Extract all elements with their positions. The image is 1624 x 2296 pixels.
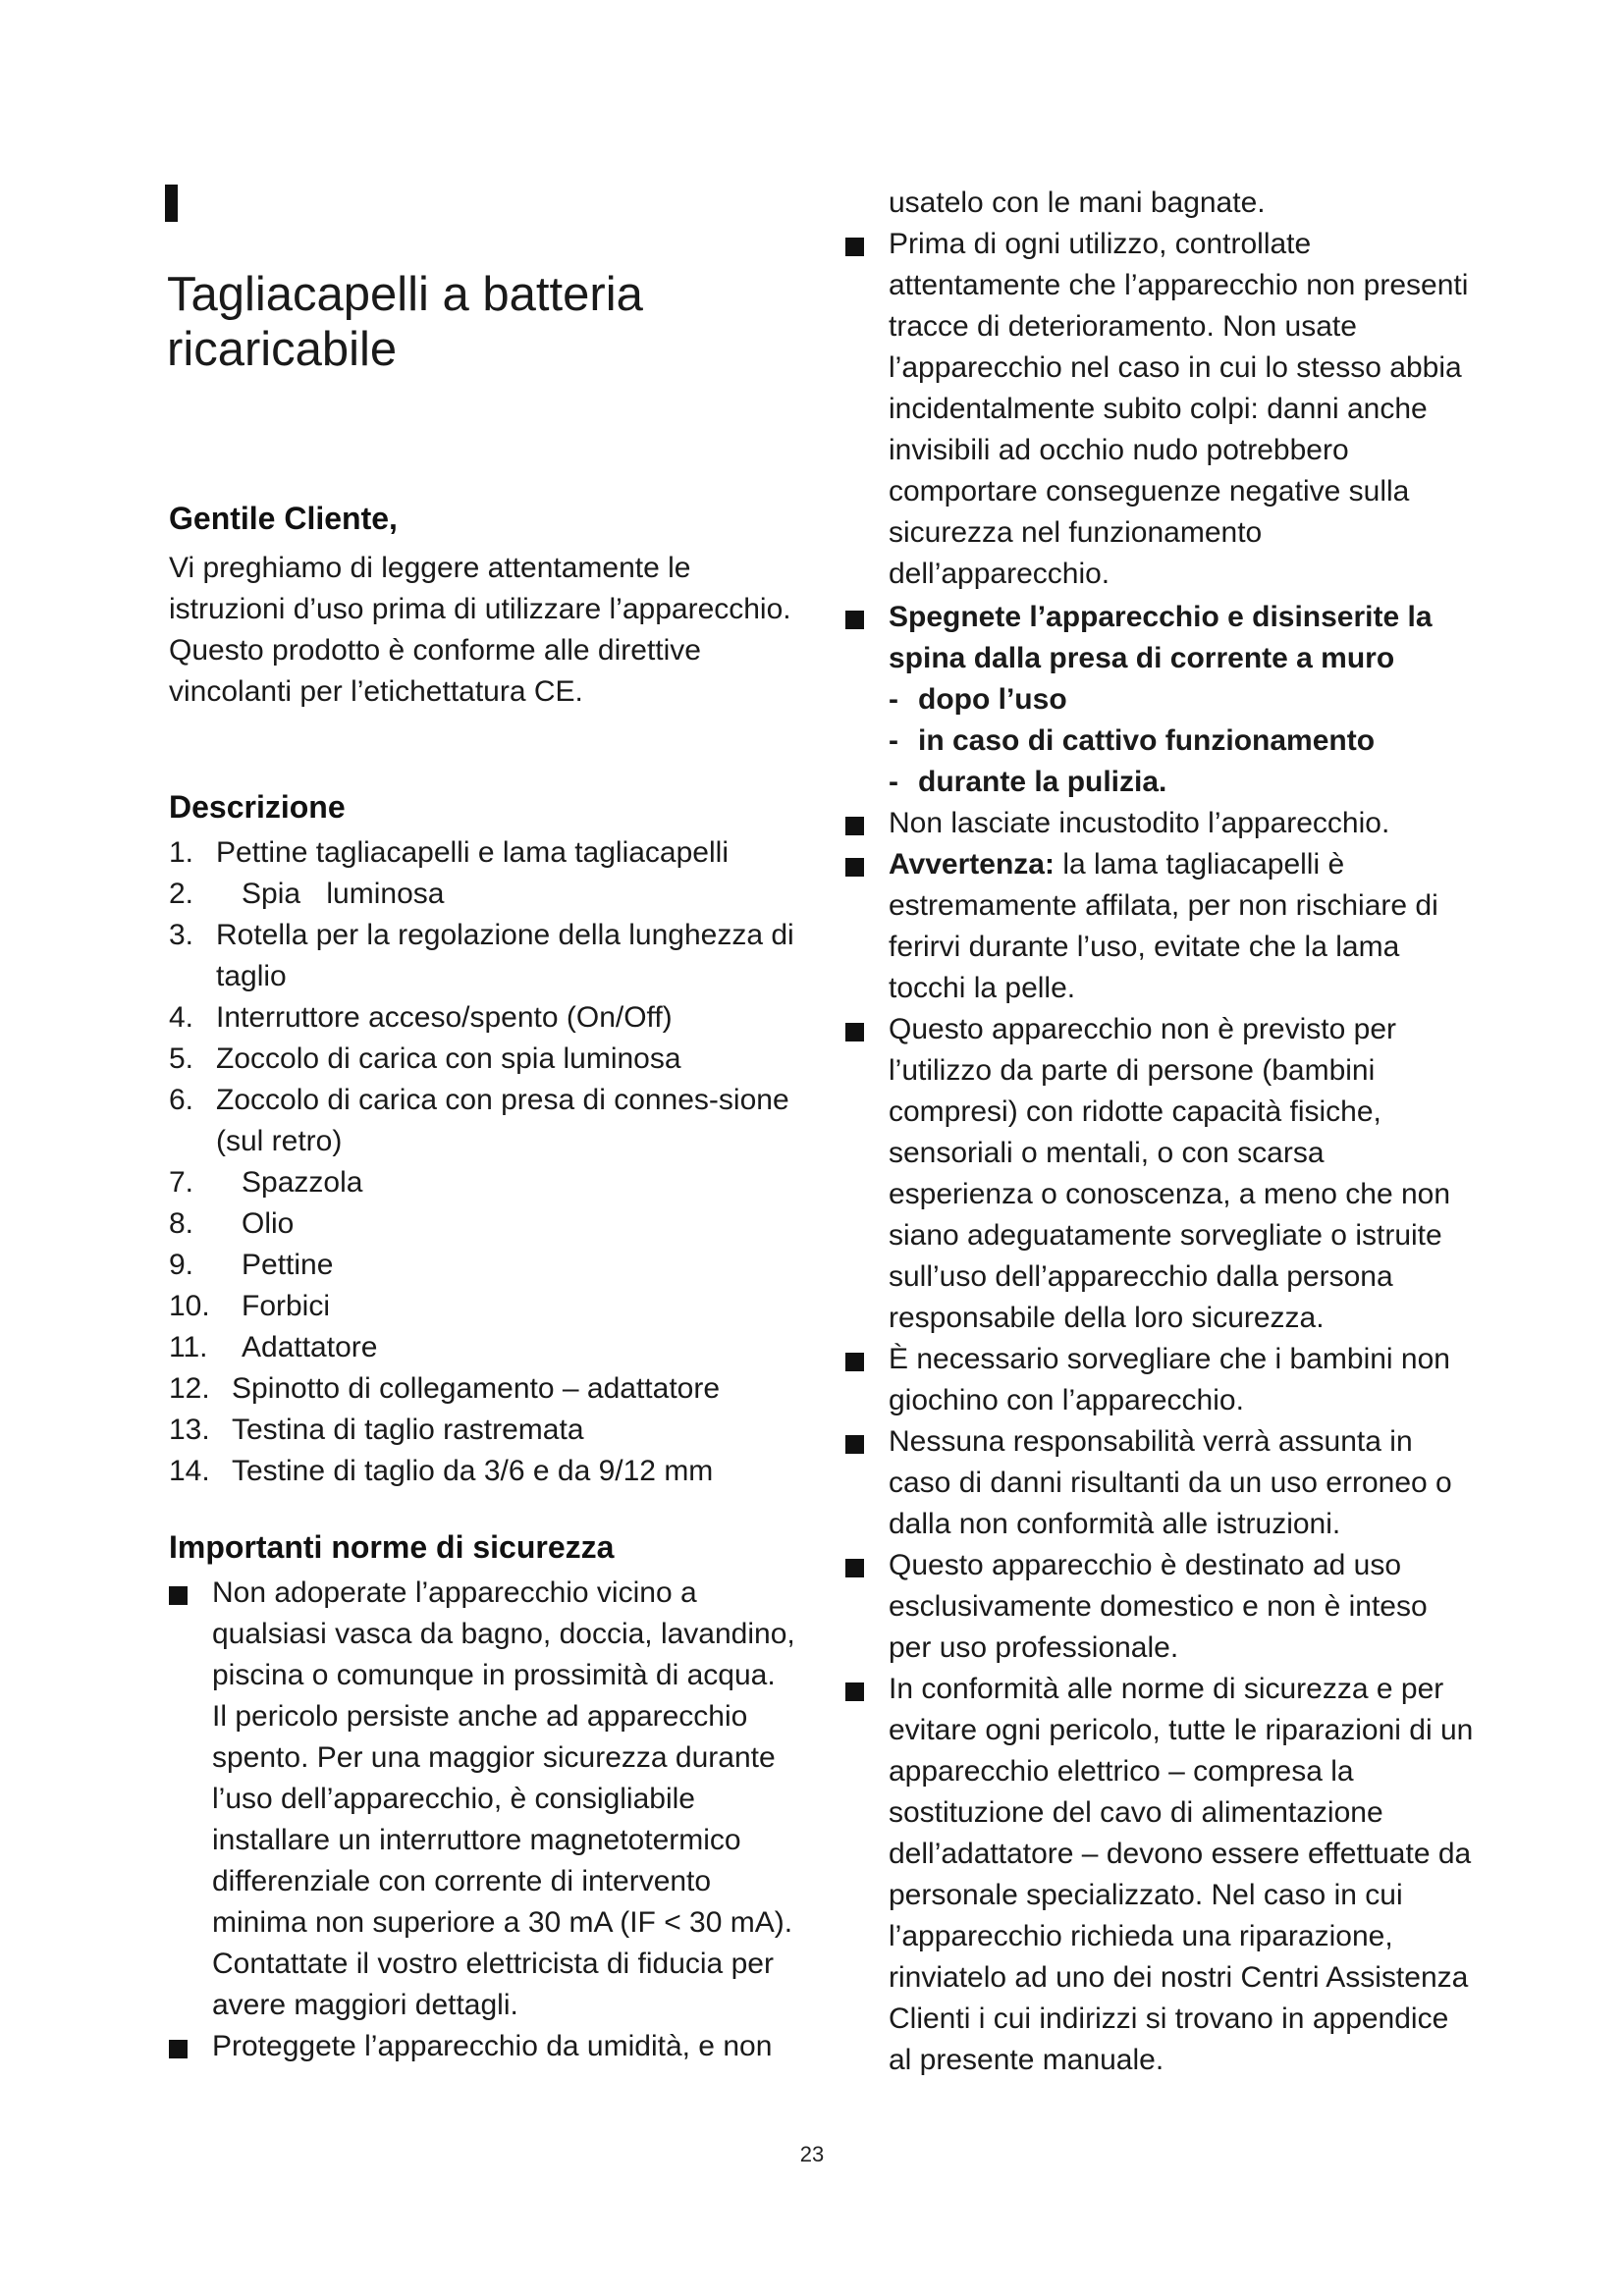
warning-label: Avvertenza: xyxy=(889,848,1055,881)
language-marker xyxy=(165,185,178,222)
list-item: 3. Rotella per la regolazione della lunghezza di taglio xyxy=(169,919,794,992)
list-item: 7. Spazzola xyxy=(169,1166,363,1199)
list-item: 6. Zoccolo di carica con presa di connes-sione (sul retro) xyxy=(169,1084,789,1157)
bullet-square-icon xyxy=(845,1435,864,1454)
page-title: Tagliacapelli a batteria ricaricabile xyxy=(167,268,643,376)
list-item: 1. Pettine tagliacapelli e lama tagliacapelli xyxy=(169,836,729,869)
sub-item: - in caso di cattivo funzionamento xyxy=(889,724,1376,757)
list-item: Questo apparecchio non è previsto per l’utilizzo da parte di persone (bambini compresi) con ridotte capacità fisiche, sensoriali o mentali, o con scarsa esperienza o conoscenza, a meno che non siano adeguatamente sorvegliate o istruite sull’uso dell’apparecchio dalla persona responsabile della loro sicurezza. xyxy=(845,1009,1474,1339)
continuation-text: usatelo con le mani bagnate. xyxy=(889,187,1266,219)
bullet-square-icon xyxy=(169,1586,188,1605)
list-item: 14. Testine di taglio da 3/6 e da 9/12 mm xyxy=(169,1455,714,1487)
list-item: Nessuna responsabilità verrà assunta in caso di danni risultanti da un uso erroneo o dalla non conformità alle istruzioni. xyxy=(845,1421,1474,1545)
list-item: Spegnete l’apparecchio e disinserite la spina dalla presa di corrente a muro - dopo l’uso - in caso di cattivo funzionamento - durante la pulizia. xyxy=(845,597,1474,803)
greeting-heading: Gentile Cliente, xyxy=(169,501,398,536)
list-item: Prima di ogni utilizzo, controllate attentamente che l’apparecchio non presenti tracce di deterioramento. Non usate l’apparecchio nel caso in cui lo stesso abbia incidentalmente subito colpi: danni anche invisibili ad occhio nudo potrebbero comportare conseguenze negative sulla sicurezza nel funzionamento dell’apparecchio. xyxy=(845,224,1474,595)
greeting-section xyxy=(169,499,797,713)
description-section xyxy=(169,787,797,1492)
list-item: 5. Zoccolo di carica con spia luminosa xyxy=(169,1042,681,1075)
bullet-square-icon xyxy=(845,1023,864,1041)
page-number: 23 xyxy=(799,2142,825,2166)
list-item: 4. Interruttore acceso/spento (On/Off) xyxy=(169,1001,673,1034)
description-heading: Descrizione xyxy=(169,789,346,825)
list-item: Avvertenza: la lama tagliacapelli è estremamente affilata, per non rischiare di ferirvi durante l’uso, evitate che la lama tocchi la pelle. xyxy=(845,844,1474,1009)
safety-section-left xyxy=(169,1527,797,2067)
safety-list-left xyxy=(169,1573,797,2067)
list-item: 11. Adattatore xyxy=(169,1331,378,1363)
list-item: Questo apparecchio è destinato ad uso esclusivamente domestico e non è inteso per uso professionale. xyxy=(845,1545,1474,1669)
list-item: 10. Forbici xyxy=(169,1290,331,1322)
list-item: 9. Pettine xyxy=(169,1249,334,1281)
list-item: Proteggete l’apparecchio da umidità, e non xyxy=(169,2026,797,2067)
greeting-paragraph-1: Vi preghiamo di leggere attentamente le istruzioni d’uso prima di utilizzare l’apparecchio. xyxy=(169,552,791,625)
list-item: 2. Spia luminosa xyxy=(169,878,445,910)
list-item: 8. Olio xyxy=(169,1207,295,1240)
safety-list-right xyxy=(845,224,1474,2081)
bullet-square-icon xyxy=(845,611,864,629)
safety-section-right xyxy=(845,183,1474,2081)
description-list xyxy=(169,832,797,1492)
safety-heading: Importanti norme di sicurezza xyxy=(169,1529,615,1565)
bullet-square-icon xyxy=(845,817,864,835)
list-item: Non adoperate l’apparecchio vicino a qualsiasi vasca da bagno, doccia, lavandino, piscina o comunque in prossimità di acqua. Il pericolo persiste anche ad apparecchio spento. Per una maggior sicurezza durante l’uso dell’apparecchio, è consigliabile installare un interruttore magnetotermico differenziale con corrente di intervento minima non superiore a 30 mA (IF < 30 mA). Contattate il vostro elettricista di fiducia per avere maggiori dettagli. xyxy=(169,1573,797,2026)
sub-item: - dopo l’uso xyxy=(889,683,1067,716)
list-item: 12. Spinotto di collegamento – adattatore xyxy=(169,1372,721,1405)
bullet-square-icon xyxy=(845,1559,864,1577)
sub-item: - durante la pulizia. xyxy=(889,766,1167,798)
bullet-square-icon xyxy=(845,1353,864,1371)
list-item: È necessario sorvegliare che i bambini non giochino con l’apparecchio. xyxy=(845,1339,1474,1421)
bullet-square-icon xyxy=(169,2040,188,2058)
bullet-square-icon xyxy=(845,1682,864,1701)
bullet-square-icon xyxy=(845,238,864,256)
greeting-paragraph-2: Questo prodotto è conforme alle direttive vincolanti per l’etichettatura CE. xyxy=(169,634,701,708)
list-item: In conformità alle norme di sicurezza e per evitare ogni pericolo, tutte le riparazioni di un apparecchio elettrico – compresa la sostituzione del cavo di alimentazione dell’adattatore – devono essere effettuate da personale specializzato. Nel caso in cui l’apparecchio richieda una riparazione, rinviatelo ad uno dei nostri Centri Assistenza Clienti i cui indirizzi si trovano in appendice al presente manuale. xyxy=(845,1669,1474,2081)
list-item: 13. Testina di taglio rastremata xyxy=(169,1414,584,1446)
list-item: Non lasciate incustodito l’apparecchio. xyxy=(845,803,1474,844)
bullet-square-icon xyxy=(845,858,864,877)
unplug-sublist xyxy=(889,679,1474,803)
